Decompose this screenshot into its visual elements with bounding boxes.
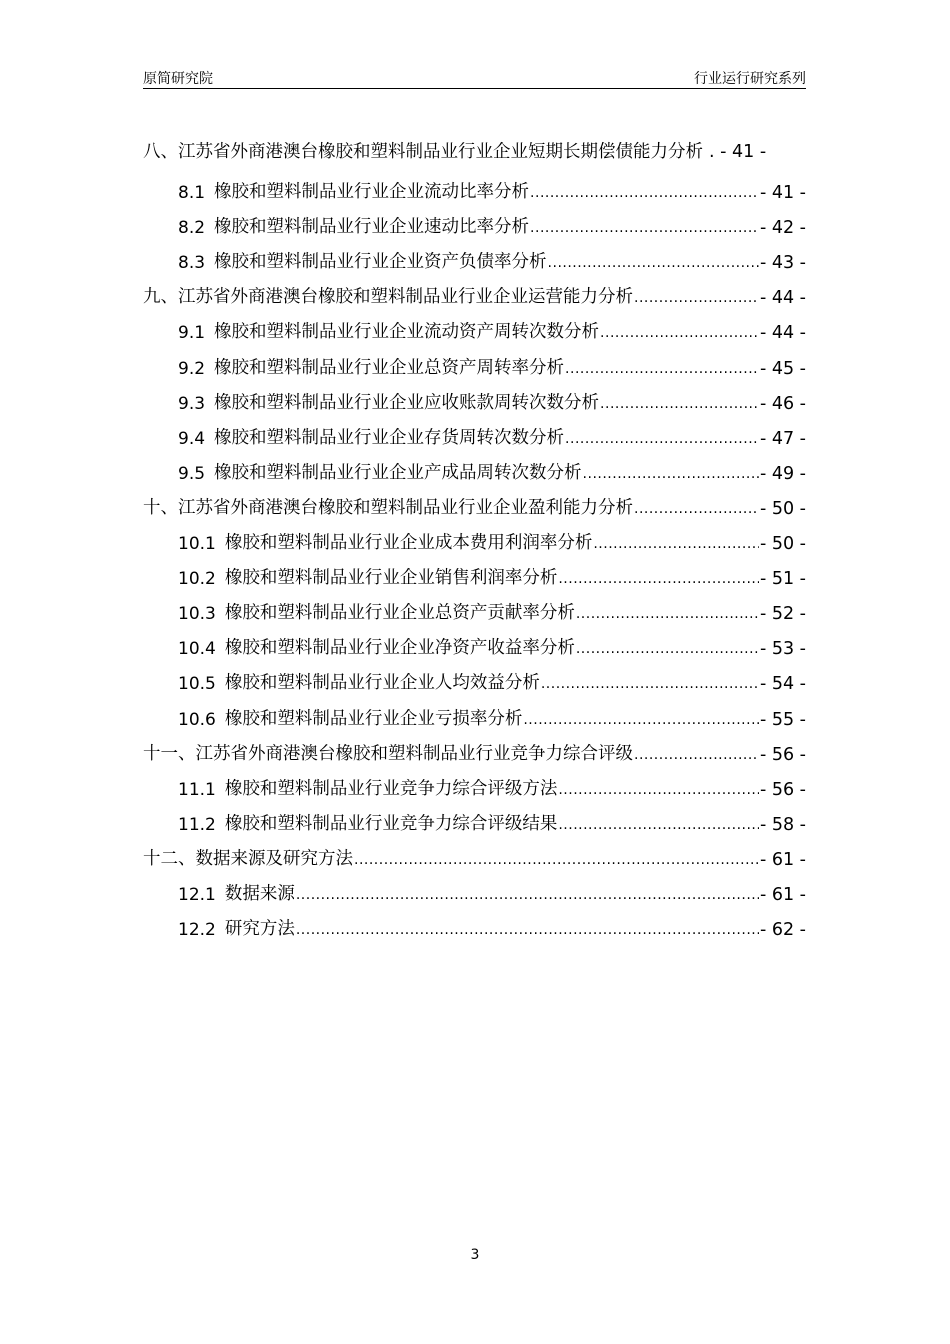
toc-entry-page: - 47 - — [759, 428, 806, 449]
toc-entry-page: - 42 - — [759, 218, 806, 239]
toc-leader-dots — [600, 326, 759, 343]
toc-leader-dots — [593, 537, 759, 554]
toc-entry-number: 9.2 — [178, 358, 206, 379]
page-number: 3 — [470, 1247, 480, 1263]
toc-entry-title: 十一、江苏省外商港澳台橡胶和塑料制品业行业竞争力综合评级 — [143, 743, 633, 764]
toc-leader-dots — [558, 783, 759, 800]
toc-entry-page: . - 41 - — [709, 142, 767, 162]
toc-entry-title: 橡胶和塑料制品业行业竞争力综合评级结果 — [224, 813, 558, 834]
toc-entry-title: 数据来源 — [224, 883, 295, 904]
toc-entry-title: 十二、数据来源及研究方法 — [143, 848, 353, 869]
toc-entry[interactable] — [143, 203, 806, 238]
toc-entry-page: - 54 - — [759, 674, 806, 695]
toc-entry-page: - 50 - — [759, 498, 806, 519]
toc-entry-title: 橡胶和塑料制品业行业企业产成品周转次数分析 — [214, 462, 582, 483]
toc-entry-title: 橡胶和塑料制品业行业企业人均效益分析 — [224, 673, 540, 694]
toc-entry-number: 9.3 — [178, 393, 206, 414]
toc-entry[interactable] — [143, 659, 806, 694]
toc-entry-page: - 41 - — [759, 183, 806, 204]
toc-leader-dots — [548, 256, 759, 273]
toc-leader-dots — [634, 291, 759, 308]
toc-entry-number: 11.1 — [178, 779, 216, 800]
toc-entry-title: 橡胶和塑料制品业行业企业成本费用利润率分析 — [224, 533, 593, 554]
toc-entry-page: - 56 - — [759, 744, 806, 765]
toc-entry-page: - 50 - — [759, 534, 806, 555]
toc-entry-page: - 61 - — [759, 884, 806, 905]
toc-leader-dots — [541, 677, 759, 694]
toc-entry-number: 10.5 — [178, 674, 216, 695]
toc-leader-dots — [583, 467, 759, 484]
toc-entry-title: 橡胶和塑料制品业行业企业应收账款周转次数分析 — [214, 392, 600, 413]
toc-leader-dots — [634, 748, 759, 765]
toc-entry-title: 橡胶和塑料制品业行业企业销售利润率分析 — [224, 568, 558, 589]
toc-entry[interactable] — [143, 308, 806, 343]
toc-leader-dots — [530, 221, 759, 238]
toc-entry-page: - 49 - — [759, 463, 806, 484]
toc-leader-dots — [523, 713, 759, 730]
toc-entry-title: 橡胶和塑料制品业行业企业资产负债率分析 — [214, 252, 547, 273]
toc-entry-page: - 43 - — [759, 253, 806, 274]
toc-entry-title: 九、江苏省外商港澳台橡胶和塑料制品业行业企业运营能力分析 — [143, 287, 633, 308]
toc-entry[interactable] — [143, 765, 806, 800]
toc-entry-number: 9.5 — [178, 463, 206, 484]
toc-leader-dots — [634, 502, 759, 519]
toc-entry-page: - 52 - — [759, 604, 806, 625]
toc-entry[interactable] — [143, 379, 806, 414]
toc-entry-page: - 46 - — [759, 393, 806, 414]
toc-entry[interactable] — [143, 168, 806, 203]
toc-entry-number: 9.1 — [178, 323, 206, 344]
toc-leader-dots — [565, 362, 759, 379]
toc-entry-title: 橡胶和塑料制品业行业企业流动资产周转次数分析 — [214, 322, 600, 343]
toc-entry-title: 八、江苏省外商港澳台橡胶和塑料制品业行业企业短期长期偿债能力分析 — [143, 142, 703, 162]
toc-entry[interactable] — [143, 730, 806, 765]
toc-entry-number: 10.2 — [178, 569, 216, 590]
toc-entry[interactable] — [143, 273, 806, 308]
toc-entry-page: - 58 - — [759, 814, 806, 835]
toc-entry-number: 10.1 — [178, 534, 216, 555]
toc-entry[interactable] — [143, 835, 806, 870]
toc-leader-dots — [576, 642, 759, 659]
toc-entry-number: 8.1 — [178, 183, 206, 204]
toc-entry[interactable] — [143, 449, 806, 484]
toc-entry[interactable] — [143, 484, 806, 519]
toc-entry-page: - 55 - — [759, 709, 806, 730]
toc-entry-title: 橡胶和塑料制品业行业企业流动比率分析 — [214, 182, 530, 203]
toc-leader-dots — [600, 397, 759, 414]
toc-entry[interactable] — [143, 414, 806, 449]
toc-entry[interactable] — [143, 589, 806, 624]
toc-entry[interactable] — [143, 519, 806, 554]
toc-entry-number: 10.3 — [178, 604, 216, 625]
toc-entry[interactable] — [143, 133, 806, 168]
toc-entry-title: 橡胶和塑料制品业行业企业净资产收益率分析 — [224, 638, 575, 659]
toc-leader-dots — [565, 432, 759, 449]
toc-entry[interactable] — [143, 870, 806, 905]
toc-leader-dots — [558, 572, 759, 589]
toc-entry-page: - 62 - — [759, 920, 806, 941]
toc-entry-title: 橡胶和塑料制品业行业企业存货周转次数分析 — [214, 427, 565, 448]
toc-entry[interactable] — [143, 554, 806, 589]
toc-entry-page: - 61 - — [759, 849, 806, 870]
table-of-contents — [143, 133, 806, 940]
toc-entry-number: 10.4 — [178, 639, 216, 660]
toc-entry-title: 研究方法 — [224, 919, 295, 940]
toc-entry[interactable] — [143, 800, 806, 835]
toc-entry-title: 橡胶和塑料制品业行业企业亏损率分析 — [224, 708, 523, 729]
toc-entry-title: 十、江苏省外商港澳台橡胶和塑料制品业行业企业盈利能力分析 — [143, 497, 633, 518]
toc-entry[interactable] — [143, 905, 806, 940]
toc-entry-page: - 45 - — [759, 358, 806, 379]
toc-leader-dots — [530, 186, 759, 203]
toc-leader-dots — [354, 853, 759, 870]
toc-entry[interactable] — [143, 343, 806, 378]
toc-entry-number: 12.1 — [178, 884, 216, 905]
toc-leader-dots — [296, 888, 759, 905]
toc-entry-number: 12.2 — [178, 920, 216, 941]
toc-entry-page: - 44 - — [759, 288, 806, 309]
toc-leader-dots — [558, 818, 759, 835]
toc-entry[interactable] — [143, 238, 806, 273]
header-left-text: 原简研究院 — [143, 71, 213, 87]
toc-entry-number: 8.2 — [178, 218, 206, 239]
header-right-text: 行业运行研究系列 — [694, 71, 806, 87]
toc-leader-dots — [296, 923, 759, 940]
toc-entry-title: 橡胶和塑料制品业行业企业速动比率分析 — [214, 217, 530, 238]
toc-entry-number: 8.3 — [178, 253, 206, 274]
toc-entry-page: - 44 - — [759, 323, 806, 344]
toc-entry-title: 橡胶和塑料制品业行业企业总资产贡献率分析 — [224, 603, 575, 624]
toc-entry-page: - 56 - — [759, 779, 806, 800]
toc-entry-title: 橡胶和塑料制品业行业企业总资产周转率分析 — [214, 357, 565, 378]
toc-entry-page: - 51 - — [759, 569, 806, 590]
toc-entry-title: 橡胶和塑料制品业行业竞争力综合评级方法 — [224, 778, 558, 799]
toc-entry-number: 9.4 — [178, 428, 206, 449]
toc-entry[interactable] — [143, 624, 806, 659]
toc-entry-number: 10.6 — [178, 709, 216, 730]
toc-leader-dots — [576, 607, 759, 624]
toc-entry-page: - 53 - — [759, 639, 806, 660]
page-header — [143, 68, 806, 89]
toc-entry-number: 11.2 — [178, 814, 216, 835]
toc-entry[interactable] — [143, 694, 806, 729]
